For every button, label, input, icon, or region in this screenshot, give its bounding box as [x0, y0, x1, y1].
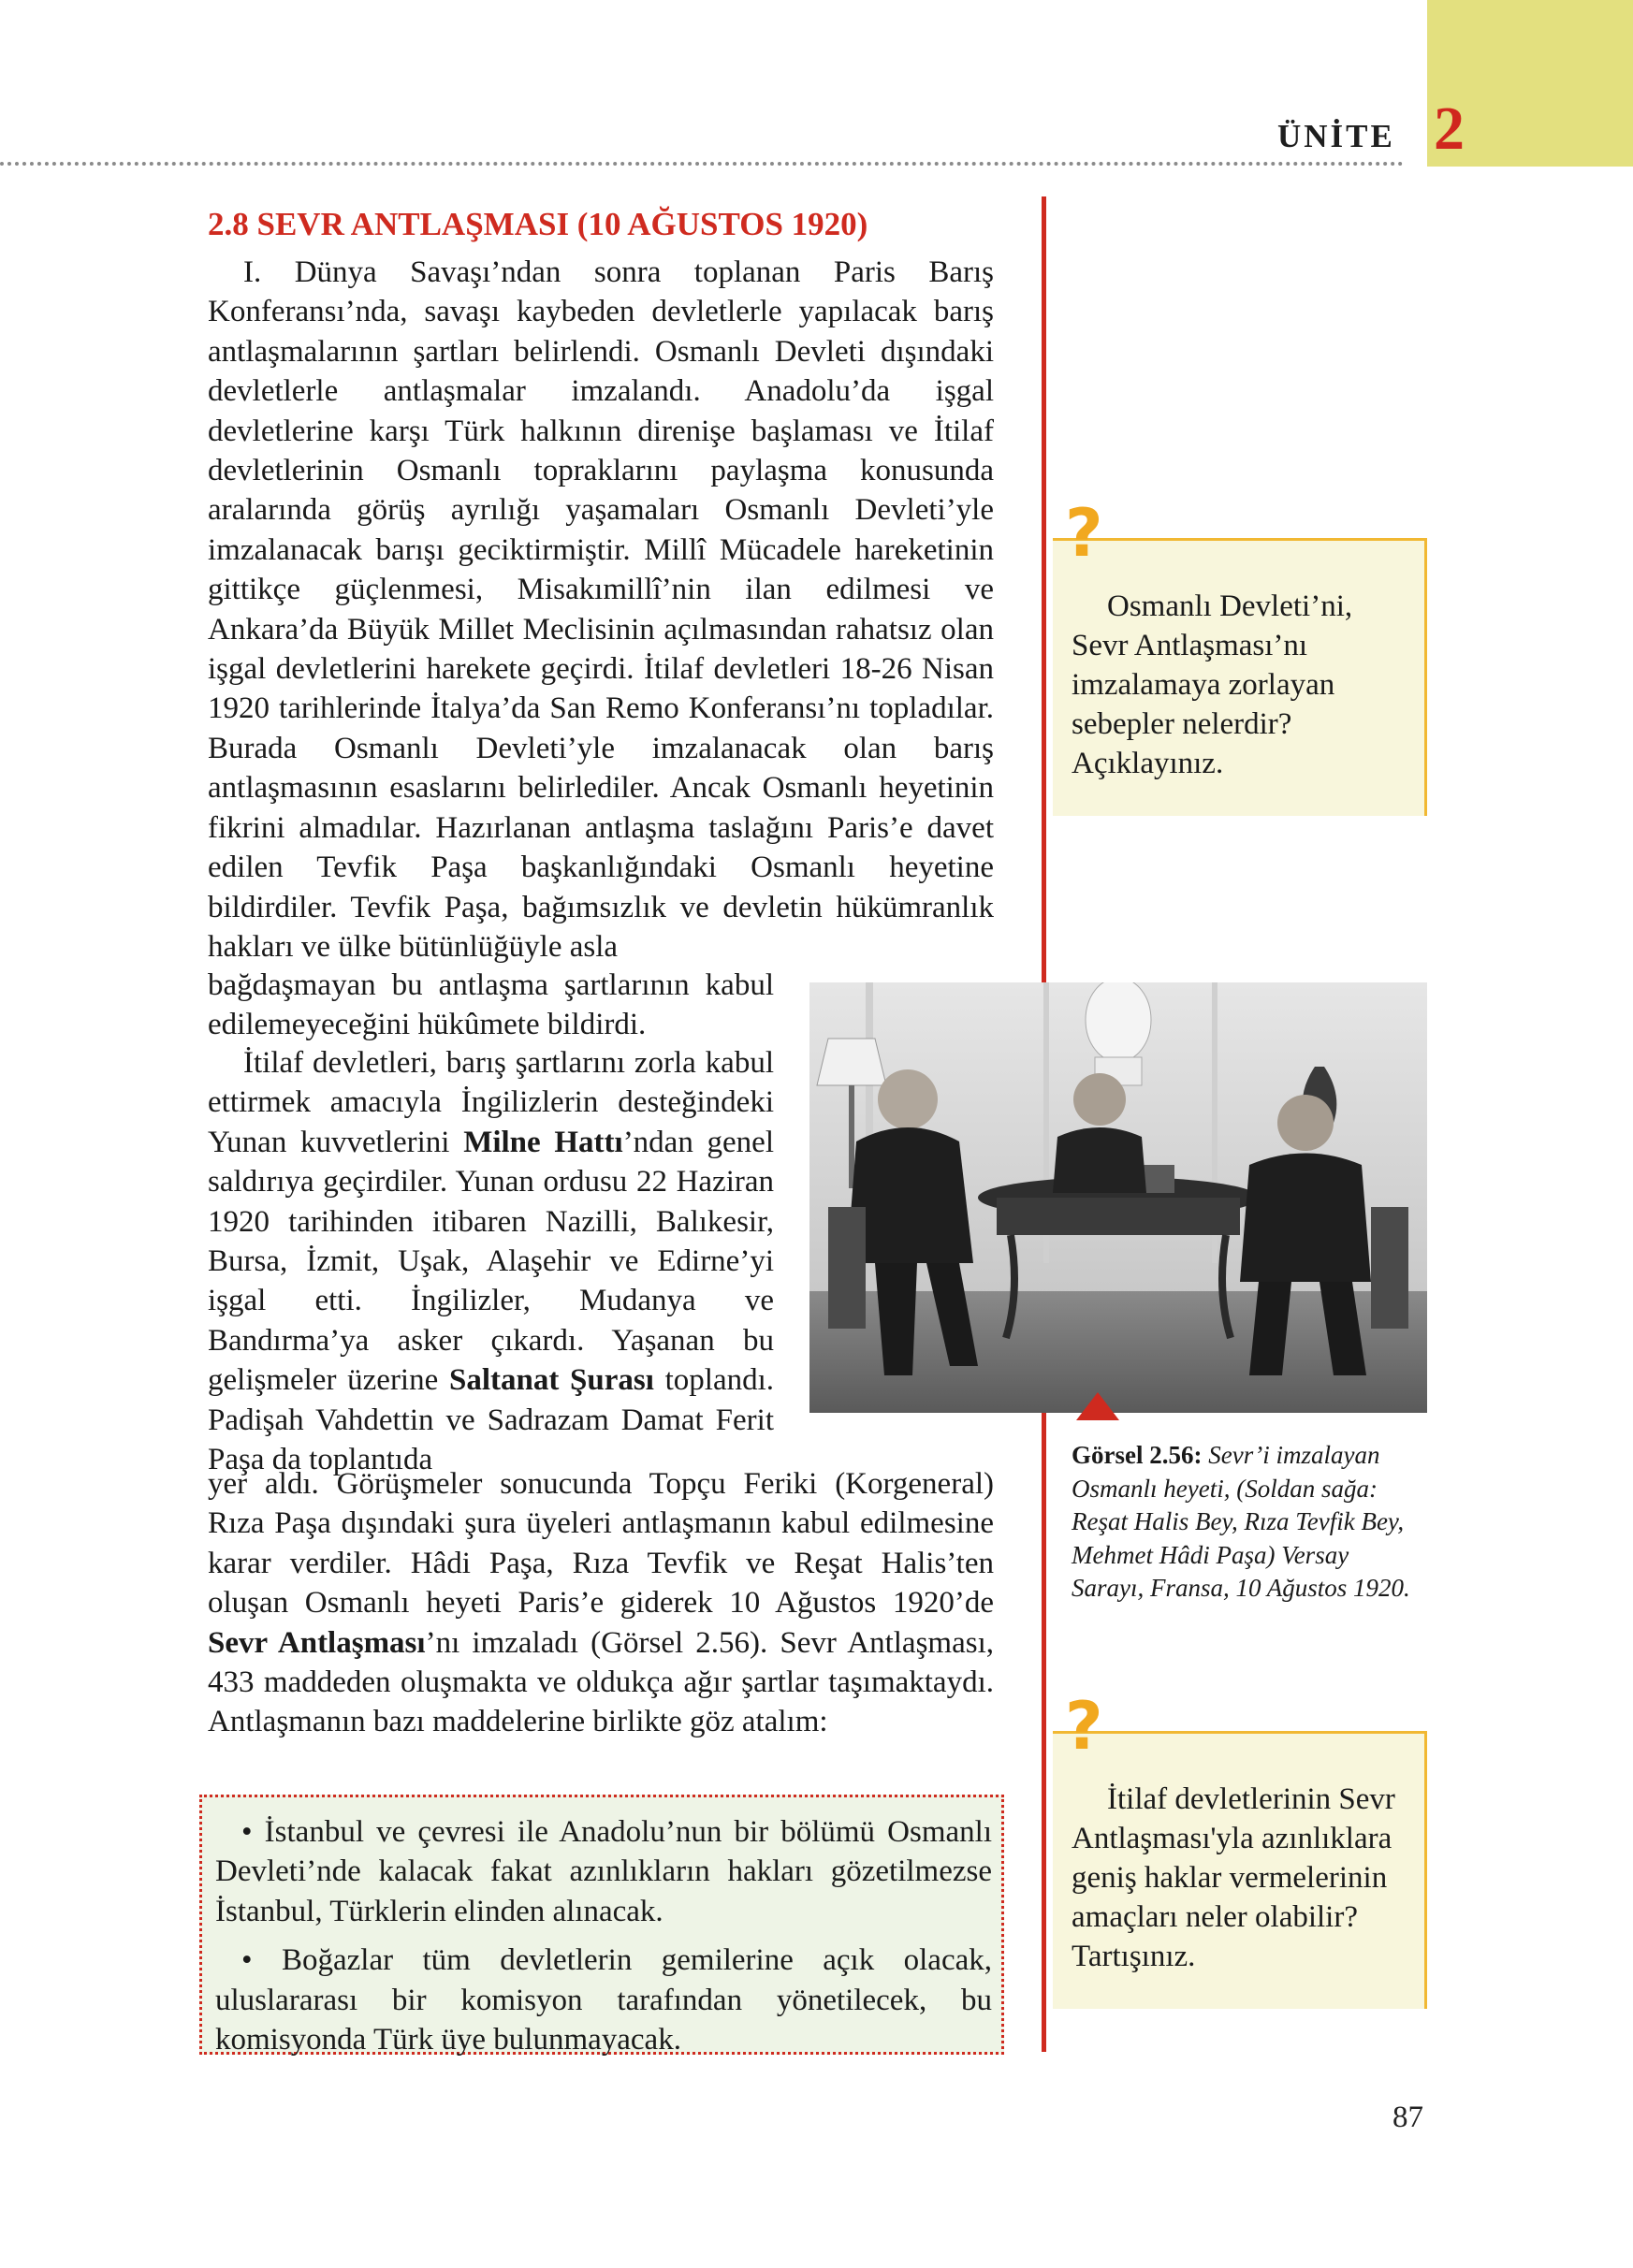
- figure-caption-text: Sevr’i imzalayan Osmanlı heyeti, (Soldan sağa: Reşat Halis Bey, Rıza Tevfik Bey, Mehmet Hâdi Paşa) Versay Sarayı, Fransa, 10 Ağustos 1920.: [1072, 1441, 1410, 1602]
- historical-photo: [809, 982, 1427, 1413]
- treaty-article-item: • İstanbul ve çevresi ile Anadolu’nun bir bölümü Osmanlı Devleti’nde kalacak fakat azınlıkların hakları gözetilmezse İstanbul, Türklerin elinden alınacak.: [215, 1815, 992, 1928]
- question-2-text: İtilaf devletlerinin Sevr Antlaşması'yla azınlıklara geniş haklar vermelerinin amaçları neler olabilir? Tartışınız.: [1072, 1782, 1395, 1973]
- sevr-delegation-photo: [809, 982, 1427, 1413]
- paragraph-2-tail-b: ’nı imzaladı (Görsel 2.56). Sevr Antlaşması, 433 maddeden oluşmakta ve oldukça ağır şartlar taşımaktaydı. Antlaşmanın bazı maddelerine birlikte göz atalım:: [208, 1625, 994, 1739]
- figure-caption-label: Görsel 2.56:: [1072, 1441, 1203, 1469]
- paragraph-1: I. Dünya Savaşı’ndan sonra toplanan Paris Barış Konferansı’nda, savaşı kaybeden devletlerle yapılacak barış antlaşmalarının şartları belirlendi. Osmanlı Devleti dışındaki devletlerle antlaşmalar imzalandı. Anadolu’da işgal devletlerine karşı Türk halkının direnişe başlaması ve İtilaf devletlerinin Osmanlı topraklarını paylaşma konusunda aralarında görüş ayrılığı yaşamaları Osmanlı Devleti’yle imzalanacak barışı geciktirmiştir. Millî Mücadele hareketinin gittikçe güçlenmesi, Misakımillî’nin ilan edilmesi ve Ankara’da Büyük Millet Meclisinin açılmasından rahatsız olan işgal devletlerini harekete geçirdi. İtilaf devletleri 18-26 Nisan 1920 tarihlerinde İtalya’da San Remo Konferansı’nı topladılar. Burada Osmanlı Devleti’yle imzalanacak olan barış antlaşmasının esaslarını belirlediler. Ancak Osmanlı heyetinin fikrini almadılar. Hazırlanan antlaşma taslağını Paris’e davet edilen Tevfik Paşa başkanlığındaki Osmanlı heyetine bildirdiler. Tevfik Paşa, bağımsızlık ve devletin hükümranlık hakları ve ülke bütünlüğüyle asla: [208, 255, 994, 964]
- paragraph-2: [208, 1043, 774, 1479]
- unit-number: 2: [1434, 94, 1465, 163]
- term-sevr-antlasmasi: Sevr Antlaşması: [208, 1625, 426, 1660]
- page-number: 87: [1392, 2101, 1423, 2134]
- treaty-article-item: • Boğazlar tüm devletlerin gemilerine açık olacak, uluslararası bir komisyon tarafından yönetilecek, bu komisyonda Türk üye bulunmayacak.: [215, 1943, 992, 2057]
- unit-label: ÜNİTE: [1277, 118, 1395, 154]
- paragraph-1-continued: bağdaşmayan bu antlaşma şartlarının kabul edilemeyeceğini hükûmete bildirdi.: [208, 968, 774, 1042]
- header-divider: [0, 162, 1404, 166]
- paragraph-2-part-b: ’ndan genel saldırıya geçirdiler. Yunan ordusu 22 Haziran 1920 tarihinden itibaren Nazilli, Balıkesir, Bursa, İzmit, Uşak, Alaşehir ve Edirne’yi işgal etti. İngilizler, Mudanya ve Bandırma’ya asker çıkardı. Yaşanan bu gelişmeler üzerine: [208, 1125, 774, 1398]
- question-1-text: Osmanlı Devleti’ni, Sevr Antlaşması’nı imzalamaya zorlayan sebepler nelerdir? Açıklayınız.: [1072, 589, 1353, 780]
- paragraph-2-tail-a: yer aldı. Görüşmeler sonucunda Topçu Feriki (Korgeneral) Rıza Paşa dışındaki şura üyeleri antlaşmanın kabul edilmesine karar verdiler. Hâdi Paşa, Rıza Tevfik ve Reşat Halis’ten oluşan Osmanlı heyeti Paris’e giderek 10 Ağustos 1920’de: [208, 1467, 994, 1621]
- treaty-articles-box: [199, 1795, 1004, 2055]
- section-title: 2.8 SEVR ANTLAŞMASI (10 AĞUSTOS 1920): [208, 206, 868, 242]
- question-mark-icon: ?: [1065, 495, 1103, 572]
- caption-pointer-icon: [1076, 1392, 1119, 1420]
- figure-caption: [1072, 1439, 1427, 1606]
- term-milne-hatti: Milne Hattı: [463, 1125, 623, 1159]
- paragraph-2-part-c: toplandı. Padişah Vahdettin ve Sadrazam Damat Ferit Paşa da toplantıda: [208, 1363, 775, 1477]
- paragraph-2-continued: [208, 1464, 994, 1742]
- question-mark-icon: ?: [1065, 1688, 1103, 1765]
- term-saltanat-surasi: Saltanat Şurası: [448, 1363, 654, 1398]
- paragraph-2-part-a: İtilaf devletleri, barış şartlarını zorla kabul ettirmek amacıyla İngilizlerin desteğindeki Yunan kuvvetlerini: [208, 1046, 774, 1159]
